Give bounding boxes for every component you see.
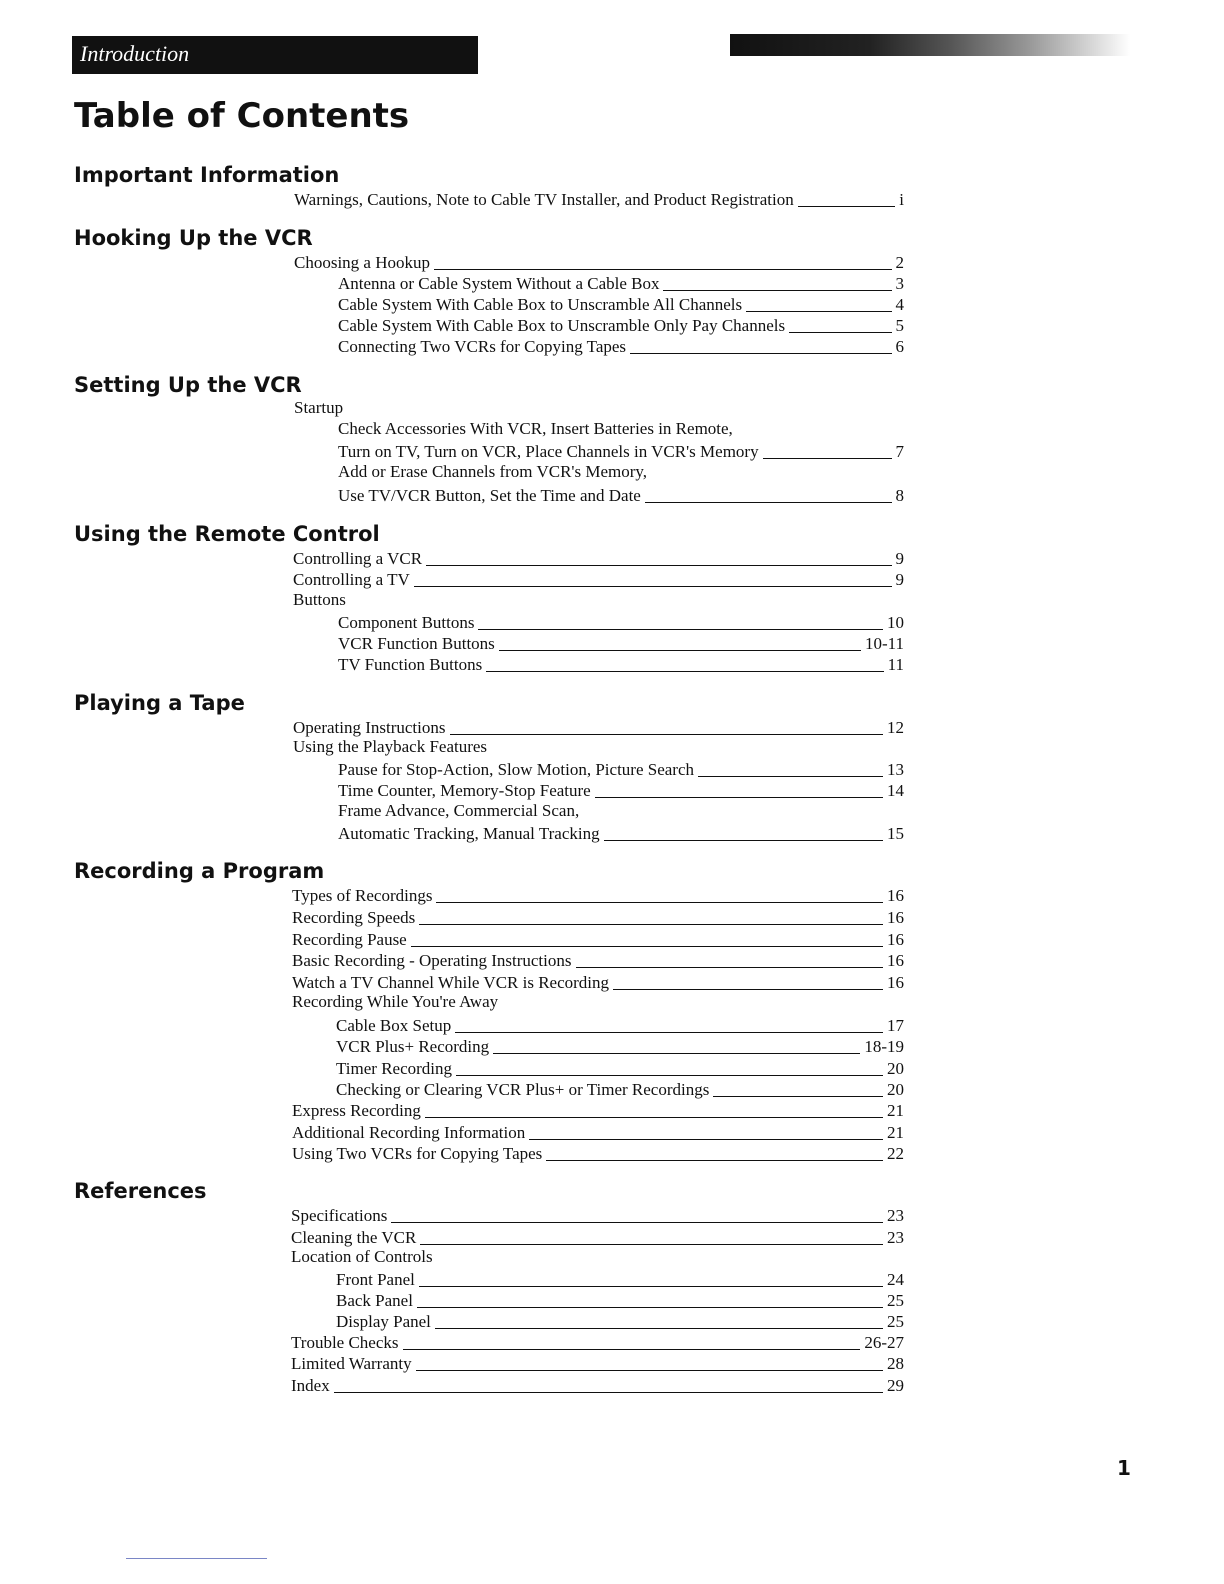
toc-entry-page: 26-27	[864, 1333, 904, 1352]
toc-entry[interactable]	[292, 906, 904, 928]
toc-entry[interactable]	[292, 1142, 904, 1164]
toc-entry-page: 22	[887, 1144, 904, 1163]
toc-entry[interactable]	[294, 251, 904, 273]
toc-entry-page: 25	[887, 1312, 904, 1331]
toc-entry-page: 8	[895, 486, 904, 505]
toc-entry-page: 10-11	[864, 634, 904, 653]
toc-entry[interactable]	[338, 484, 904, 506]
dot-leader	[546, 1160, 883, 1161]
toc-entry-page: 13	[887, 760, 904, 779]
toc-entry[interactable]	[338, 440, 904, 462]
toc-entry-label: Checking or Clearing VCR Plus+ or Timer Recordings	[336, 1080, 710, 1099]
toc-entry-label: Display Panel	[336, 1312, 431, 1331]
toc-entry-page: 25	[887, 1291, 904, 1310]
toc-entry[interactable]	[291, 1204, 904, 1226]
section-title-remote-control: Using the Remote Control	[74, 522, 380, 546]
toc-entry-page: 16	[887, 886, 904, 905]
toc-entry[interactable]	[338, 293, 904, 315]
dot-leader	[414, 586, 892, 587]
dot-leader	[456, 1075, 883, 1076]
dot-leader	[746, 311, 891, 312]
toc-line: Frame Advance, Commercial Scan,	[338, 801, 580, 820]
dot-leader	[417, 1307, 883, 1308]
toc-entry-label: Basic Recording - Operating Instructions	[292, 951, 572, 970]
toc-entry-page: 9	[895, 570, 904, 589]
toc-entry[interactable]	[338, 779, 904, 801]
toc-entry-label: Types of Recordings	[292, 886, 433, 905]
section-title-playing-a-tape: Playing a Tape	[74, 691, 245, 715]
toc-entry[interactable]	[292, 971, 904, 993]
toc-entry[interactable]	[293, 568, 904, 590]
toc-entry-page: 5	[895, 316, 904, 335]
toc-entry[interactable]	[292, 884, 904, 906]
toc-entry[interactable]	[292, 1099, 904, 1121]
toc-entry[interactable]	[338, 314, 904, 336]
toc-entry-label: Controlling a VCR	[293, 549, 423, 568]
toc-entry-page: 3	[895, 274, 904, 293]
dot-leader	[486, 671, 883, 672]
dot-leader	[436, 902, 883, 903]
toc-entry-label: Recording Pause	[292, 930, 407, 949]
toc-entry[interactable]	[291, 1331, 904, 1353]
toc-entry-label: Specifications	[291, 1206, 388, 1225]
toc-entry[interactable]	[338, 611, 904, 633]
toc-entry[interactable]	[336, 1014, 904, 1036]
dot-leader	[763, 458, 892, 459]
toc-entry-page: 16	[887, 973, 904, 992]
toc-entry-page: 17	[887, 1016, 904, 1035]
toc-entry-label: Limited Warranty	[291, 1354, 412, 1373]
toc-entry-page: 29	[887, 1376, 904, 1395]
dot-leader	[604, 840, 883, 841]
toc-entry-label: Use TV/VCR Button, Set the Time and Date	[338, 486, 641, 505]
section-title-important-information: Important Information	[74, 163, 340, 187]
toc-entry[interactable]	[338, 653, 904, 675]
toc-entry-page: 20	[887, 1059, 904, 1078]
toc-entry-label: Antenna or Cable System Without a Cable Box	[338, 274, 660, 293]
toc-entry[interactable]	[336, 1078, 904, 1100]
dot-leader	[411, 946, 883, 947]
toc-entry[interactable]	[292, 1121, 904, 1143]
toc-entry-label: Using Two VCRs for Copying Tapes	[292, 1144, 543, 1163]
dot-leader	[576, 967, 884, 968]
dot-leader	[403, 1349, 861, 1350]
toc-entry-label: Cable System With Cable Box to Unscramble Only Pay Channels	[338, 316, 786, 335]
toc-entry-label: Additional Recording Information	[292, 1123, 526, 1142]
toc-entry-page: 16	[887, 908, 904, 927]
dot-leader	[663, 290, 891, 291]
toc-entry-label: Turn on TV, Turn on VCR, Place Channels in VCR's Memory	[338, 442, 759, 461]
page-title: Table of Contents	[74, 96, 410, 136]
dot-leader	[416, 1370, 883, 1371]
toc-entry-label: Cable Box Setup	[336, 1016, 452, 1035]
section-title-hooking-up: Hooking Up the VCR	[74, 226, 313, 250]
toc-entry-label: Cable System With Cable Box to Unscramble All Channels	[338, 295, 743, 314]
dot-leader	[450, 734, 884, 735]
toc-entry-label: Back Panel	[336, 1291, 413, 1310]
toc-entry-page: 20	[887, 1080, 904, 1099]
toc-entry-label: Time Counter, Memory-Stop Feature	[338, 781, 591, 800]
toc-entry-label: Component Buttons	[338, 613, 475, 632]
dot-leader	[426, 565, 891, 566]
dot-leader	[455, 1032, 883, 1033]
toc-entry-page: 23	[887, 1206, 904, 1225]
toc-entry-page: 12	[887, 718, 904, 737]
toc-subheading: Using the Playback Features	[293, 737, 488, 756]
toc-entry-label: Choosing a Hookup	[294, 253, 430, 272]
toc-entry-page: 2	[895, 253, 904, 272]
toc-entry[interactable]	[336, 1035, 904, 1057]
dot-leader	[391, 1222, 883, 1223]
toc-entry-page: 6	[895, 337, 904, 356]
dot-leader	[613, 989, 883, 990]
toc-entry-label: Trouble Checks	[291, 1333, 399, 1352]
toc-subheading: Recording While You're Away	[292, 992, 499, 1011]
dot-leader	[713, 1096, 883, 1097]
toc-entry-page: 28	[887, 1354, 904, 1373]
toc-entry-page: 16	[887, 951, 904, 970]
toc-entry-page: 21	[887, 1101, 904, 1120]
toc-entry[interactable]	[292, 949, 904, 971]
toc-entry[interactable]	[338, 822, 904, 844]
toc-line: Add or Erase Channels from VCR's Memory,	[338, 462, 648, 481]
scan-artifact-band	[730, 34, 1130, 56]
toc-entry[interactable]	[336, 1057, 904, 1079]
dot-leader	[334, 1392, 883, 1393]
dot-leader	[630, 353, 891, 354]
dot-leader	[595, 797, 883, 798]
toc-entry[interactable]	[336, 1289, 904, 1311]
toc-entry-label: Recording Speeds	[292, 908, 416, 927]
toc-entry-label: Operating Instructions	[293, 718, 446, 737]
toc-entry-page: 9	[895, 549, 904, 568]
section-label: Introduction	[80, 41, 190, 66]
toc-entry-page: 4	[895, 295, 904, 314]
section-title-references: References	[74, 1179, 207, 1203]
toc-entry-label: Front Panel	[336, 1270, 415, 1289]
toc-entry[interactable]	[338, 335, 904, 357]
toc-entry-label: Timer Recording	[336, 1059, 453, 1078]
toc-entry-label: Automatic Tracking, Manual Tracking	[338, 824, 600, 843]
toc-entry-label: Index	[291, 1376, 330, 1395]
dot-leader	[419, 924, 883, 925]
toc-entry-label: Cleaning the VCR	[291, 1228, 417, 1247]
toc-entry-label: Express Recording	[292, 1101, 421, 1120]
toc-entry[interactable]	[338, 272, 904, 294]
toc-entry-label: Pause for Stop-Action, Slow Motion, Picture Search	[338, 760, 695, 779]
dot-leader	[419, 1286, 883, 1287]
dot-leader	[698, 776, 883, 777]
section-title-recording-a-program: Recording a Program	[74, 859, 325, 883]
toc-entry[interactable]	[291, 1352, 904, 1374]
toc-entry-page: 16	[887, 930, 904, 949]
dot-leader	[478, 629, 883, 630]
page-number: 1	[1117, 1456, 1131, 1480]
dot-leader	[645, 502, 892, 503]
section-header-bar	[72, 36, 478, 74]
toc-entry[interactable]	[291, 1226, 904, 1248]
toc-entry-label: Connecting Two VCRs for Copying Tapes	[338, 337, 627, 356]
toc-entry-label: Watch a TV Channel While VCR is Recording	[292, 973, 610, 992]
toc-subheading: Location of Controls	[291, 1247, 433, 1266]
toc-entry-label: Controlling a TV	[293, 570, 410, 589]
toc-entry[interactable]	[293, 547, 904, 569]
dot-leader	[789, 332, 891, 333]
toc-entry-page: 24	[887, 1270, 904, 1289]
toc-entry-label: Warnings, Cautions, Note to Cable TV Installer, and Product Registration	[294, 190, 794, 209]
toc-entry-page: 21	[887, 1123, 904, 1142]
toc-entry[interactable]	[336, 1310, 904, 1332]
toc-entry[interactable]	[338, 632, 904, 654]
toc-entry-page: 23	[887, 1228, 904, 1247]
toc-entry[interactable]	[338, 758, 904, 780]
toc-entry[interactable]	[294, 188, 904, 210]
toc-line: Check Accessories With VCR, Insert Batteries in Remote,	[338, 419, 733, 438]
toc-entry[interactable]	[336, 1268, 904, 1290]
dot-leader	[435, 1328, 883, 1329]
dot-leader	[493, 1053, 860, 1054]
toc-subheading: Startup	[294, 398, 344, 417]
toc-entry-page: i	[899, 190, 904, 209]
toc-entry[interactable]	[292, 928, 904, 950]
toc-entry-page: 18-19	[864, 1037, 904, 1056]
toc-entry-label: VCR Function Buttons	[338, 634, 495, 653]
section-title-setting-up: Setting Up the VCR	[74, 373, 302, 397]
dot-leader	[529, 1139, 883, 1140]
toc-entry-page: 7	[895, 442, 904, 461]
toc-entry[interactable]	[291, 1374, 904, 1396]
toc-entry-page: 10	[887, 613, 904, 632]
dot-leader	[434, 269, 892, 270]
dot-leader	[499, 650, 861, 651]
dot-leader	[420, 1244, 883, 1245]
dot-leader	[798, 206, 896, 207]
footer-rule	[126, 1558, 267, 1559]
toc-entry-page: 11	[887, 655, 904, 674]
toc-entry[interactable]	[293, 716, 904, 738]
toc-entry-page: 15	[887, 824, 904, 843]
toc-entry-page: 14	[887, 781, 904, 800]
toc-entry-label: TV Function Buttons	[338, 655, 483, 674]
toc-entry-label: VCR Plus+ Recording	[336, 1037, 490, 1056]
dot-leader	[425, 1117, 883, 1118]
toc-subheading: Buttons	[293, 590, 346, 609]
